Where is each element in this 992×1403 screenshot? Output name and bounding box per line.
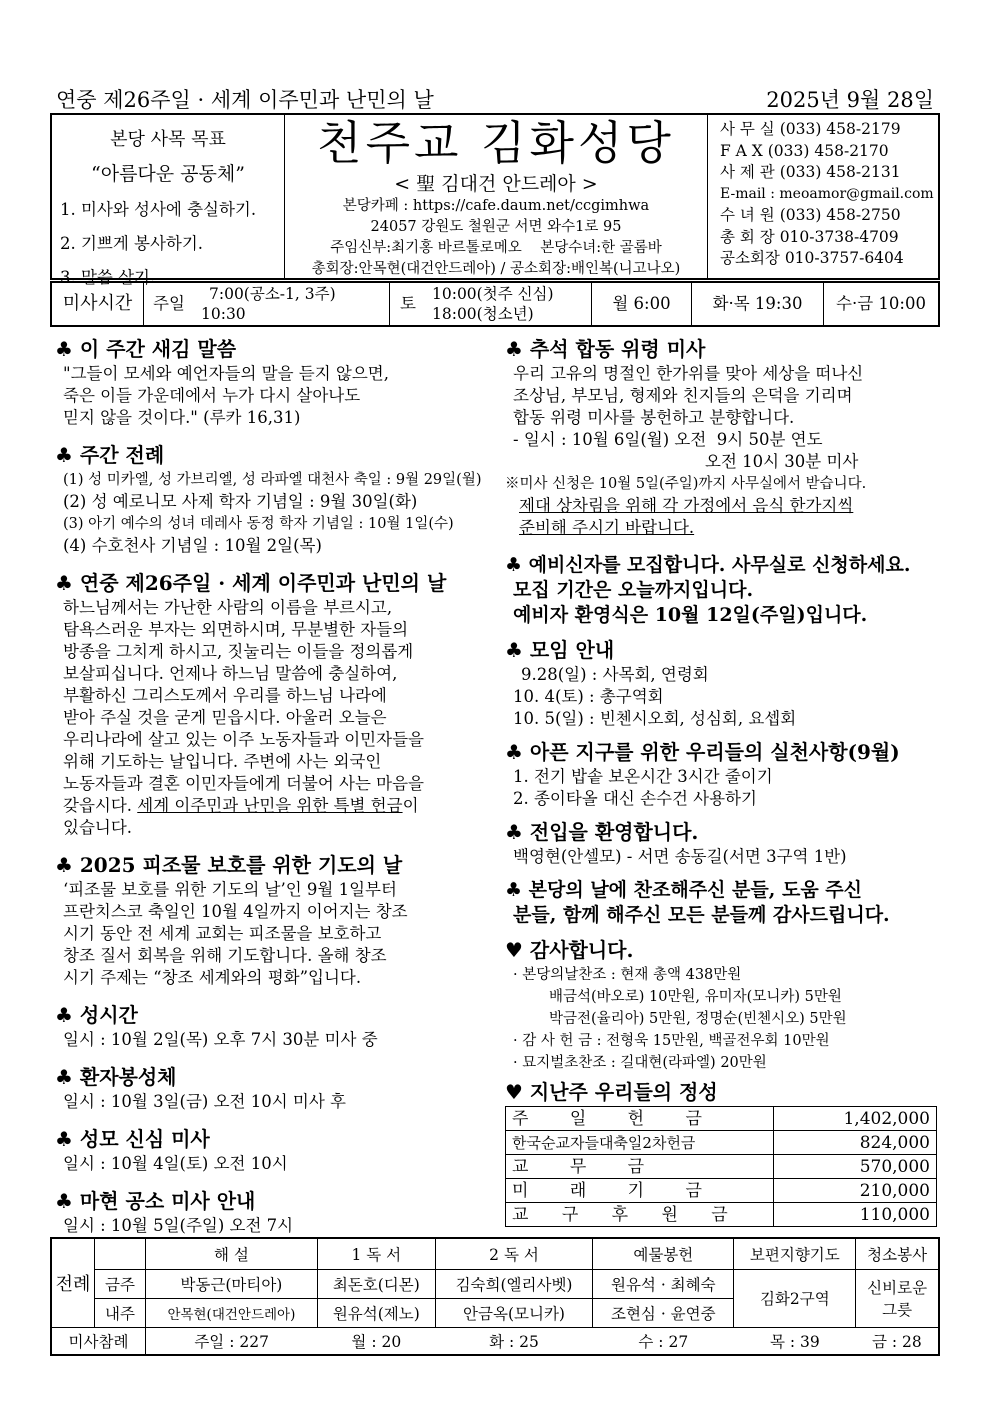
liturgy-item: (4) 수호천사 기념일 : 10월 2일(목)	[63, 536, 322, 555]
word-line: 죽은 이들 가운데에서 누가 다시 살아나도	[63, 386, 361, 405]
mahyeon-title: ♣ 마현 공소 미사 안내	[55, 1189, 256, 1213]
duty-side-label: 전례	[51, 1238, 95, 1327]
masthead	[50, 113, 940, 287]
sunday-line: 우리나라에 살고 있는 이주 노동자들과 이민자들을	[63, 730, 424, 749]
mary-time: 일시 : 10월 4일(토) 오전 10시	[63, 1154, 288, 1173]
sun-time-1: 7:00(공소-1, 3주)	[209, 285, 336, 303]
holyhour-title: ♣ 성시간	[55, 1003, 138, 1027]
contact-rectory: 사 제 관 (033) 458-2131	[720, 163, 901, 181]
word-line: 믿지 않을 것이다." (루카 16,31)	[63, 408, 301, 427]
offering-amount: 210,000	[774, 1179, 937, 1203]
chuseok-title: ♣ 추석 합동 위령 미사	[505, 337, 706, 361]
thanks-title: ♥ 감사합니다.	[505, 938, 634, 962]
parish-cafe: 본당카페 : https://cafe.daum.net/ccgimhwa	[342, 198, 650, 214]
sunday-line: 있습니다.	[63, 818, 133, 837]
welcome-line: 백영현(안셀모) - 서면 송동길(서면 3구역 1반)	[513, 847, 847, 866]
offering-amount: 824,000	[774, 1131, 937, 1155]
catechumen-line: 모집 기간은 오늘까지입니다.	[513, 579, 754, 601]
duty-header: 보편지향기도	[734, 1238, 856, 1269]
contact-fax: F A X (033) 458-2170	[720, 141, 889, 160]
goal-item: 2. 기쁘게 봉사하기.	[60, 234, 204, 253]
duty-cleaning	[856, 1269, 939, 1327]
offering-label: 교 구 후 원 금	[506, 1203, 774, 1227]
goals-title: 본당 사목 목표	[110, 129, 226, 150]
attendance-mon: 월 : 20	[351, 1332, 402, 1351]
cleaning-line: 신비로운	[867, 1279, 928, 1297]
duty-reading2: 안금옥(모니카)	[435, 1298, 592, 1327]
mass-sun-times	[194, 283, 390, 325]
mass-wed-fri: 수·금 10:00	[836, 294, 926, 313]
thanks-item: · 감 사 헌 금 : 전형욱 15만원, 백골전우회 10만원	[513, 1033, 830, 1049]
parish-clergy: 주임신부:최기홍 바르톨로메오 본당수녀:한 골롬바	[330, 240, 662, 256]
chuseok-notice: 준비해 주시기 바랍니다.	[519, 518, 695, 537]
attendance-fri: 금 : 28	[871, 1332, 922, 1351]
table-row	[506, 1131, 937, 1155]
duty-reading1: 원유석(제노)	[317, 1298, 435, 1327]
thanks-item: · 묘지벌초찬조 : 길대현(라파엘) 20만원	[513, 1055, 767, 1071]
duty-prayer: 김화2구역	[734, 1269, 856, 1327]
sunday-line	[55, 795, 495, 817]
liturgy-item: (3) 아기 예수의 성녀 데레사 동정 학자 기념일 : 10월 1일(수)	[63, 516, 454, 532]
sunday-line: 하느님께서는 가난한 사람의 이름을 부르시고,	[63, 598, 393, 617]
offering-amount: 1,402,000	[774, 1107, 937, 1131]
attendance-thu: 목 : 39	[769, 1332, 820, 1351]
earth-item: 2. 종이타올 대신 손수건 사용하기	[513, 789, 757, 808]
right-column	[505, 337, 940, 1227]
thanks-item: 박금전(율리아) 5만원, 정명순(빈첸시오) 5만원	[549, 1011, 847, 1027]
thanks-big: 분들, 함께 해주신 모든 분들께 감사드립니다.	[513, 904, 890, 926]
mary-title: ♣ 성모 신심 미사	[55, 1127, 210, 1151]
contact-office: 사 무 실 (033) 458-2179	[720, 120, 901, 138]
goal-item: 3. 말씀 살기.	[60, 268, 156, 287]
duty-commentary: 박동근(마티아)	[146, 1269, 318, 1298]
sunday-line: 탐욕스러운 부자는 외면하시며, 무분별한 자들의	[63, 620, 409, 639]
mass-sat-label: 토	[400, 294, 416, 313]
sunday-line: 방종을 그치게 하시고, 짓눌리는 이들을 정의롭게	[63, 642, 414, 661]
attendance-wed: 수 : 27	[638, 1332, 689, 1351]
attendance-label: 미사참례	[51, 1327, 146, 1355]
earth-title: ♣ 아픈 지구를 위한 우리들의 실천사항(9월)	[505, 740, 900, 764]
sunday-line: 노동자들과 결혼 이민자들에게 더불어 사는 마음을	[63, 774, 424, 793]
duty-header: 청소봉사	[856, 1238, 939, 1269]
duty-commentary: 안목현(대건안드레아)	[146, 1298, 318, 1327]
creation-line: ‘피조물 보호를 위한 기도의 날’인 9월 1일부터	[63, 880, 397, 899]
contact-mission: 공소회장 010-3757-6404	[720, 249, 904, 267]
table-row	[506, 1107, 937, 1131]
pastoral-goals	[52, 115, 285, 287]
catechumen-title: ♣ 예비신자를 모집합니다. 사무실로 신청하세요.	[505, 554, 911, 576]
sat-time-2: 18:00(청소년)	[432, 305, 534, 323]
sunday-text: 이	[402, 796, 419, 815]
creation-line: 시기 동안 전 세계 교회는 피조물을 보호하고	[63, 924, 382, 943]
mass-mon: 월 6:00	[592, 283, 692, 325]
mass-times	[50, 281, 940, 327]
liturgy-item: (1) 성 미카엘, 성 가브리엘, 성 라파엘 대천사 축일 : 9월 29일(월)	[63, 472, 482, 488]
attendance-tue: 화 : 25	[489, 1332, 539, 1351]
offering-label: 교 무 금	[506, 1155, 774, 1179]
welcome-title: ♣ 전입을 환영합니다.	[505, 820, 699, 844]
sunday-line: 보살피십니다. 언제나 하느님 말씀에 충실하여,	[63, 664, 398, 683]
word-title: ♣ 이 주간 새김 말씀	[55, 337, 237, 361]
parish-name: 천주교 김화성당	[317, 116, 675, 170]
creation-line: 프란치스코 축일인 10월 4일까지 이어지는 창조	[63, 902, 408, 921]
duty-week: 금주	[95, 1269, 146, 1298]
parish-leaders: 총회장:안목현(대건안드레아) / 공소회장:배인복(니고나오)	[311, 261, 681, 277]
sun-time-2: 10:30	[201, 305, 246, 323]
attendance-sun: 주일 : 227	[194, 1332, 269, 1351]
sat-time-1: 10:00(첫주 신심)	[432, 285, 554, 303]
offering-amount: 110,000	[774, 1203, 937, 1227]
table-row	[506, 1155, 937, 1179]
goals-motto: “아름다운 공동체”	[91, 163, 245, 185]
sunday-line: 부활하신 그리스도께서 우리를 하느님 나라에	[63, 686, 387, 705]
sunday-text: 갖읍시다.	[63, 796, 138, 815]
meeting-item: 10. 4(토) : 총구역회	[513, 687, 664, 706]
parish-patron: < 聖 김대건 안드레아 >	[394, 173, 598, 195]
mass-label: 미사시간	[52, 283, 144, 325]
table-row	[51, 1238, 939, 1269]
creation-line: 시기 주제는 “창조 세계와의 평화”입니다.	[63, 968, 362, 987]
mass-sun-label: 주일	[153, 294, 185, 313]
contacts	[708, 115, 950, 282]
parish-address: 24057 강원도 철원군 서면 와수1로 95	[370, 219, 622, 235]
chuseok-line: 합동 위령 미사를 봉헌하고 분향합니다.	[513, 408, 795, 427]
contact-convent: 수 녀 원 (033) 458-2750	[720, 206, 901, 224]
sick-title: ♣ 환자봉성체	[55, 1065, 177, 1089]
sunday-title: ♣ 연중 제26주일 · 세계 이주민과 난민의 날	[55, 571, 447, 595]
meeting-item: 10. 5(일) : 빈첸시오회, 성심회, 요셉회	[513, 709, 797, 728]
thanks-big: ♣ 본당의 날에 찬조해주신 분들, 도움 주신	[505, 879, 863, 901]
thanks-item: 배금석(바오로) 10만원, 유미자(모니카) 5만원	[549, 989, 842, 1005]
duty-header: 2 독 서	[435, 1238, 592, 1269]
word-line: "그들이 모세와 예언자들의 말을 듣지 않으면,	[63, 364, 389, 383]
chuseok-line: 조상님, 부모님, 형제와 친지들의 은덕을 기리며	[513, 386, 853, 405]
duty-table	[50, 1237, 940, 1356]
offering-table	[505, 1106, 937, 1227]
sick-time: 일시 : 10월 3일(금) 오전 10시 미사 후	[63, 1092, 346, 1111]
liturgy-item: (2) 성 예로니모 사제 학자 기념일 : 9월 30일(화)	[63, 492, 418, 511]
duty-gift: 조현심 · 윤연중	[593, 1298, 734, 1327]
chuseok-notice: 제대 상차림을 위해 각 가정에서 음식 한가지씩	[519, 496, 854, 515]
duty-week: 내주	[95, 1298, 146, 1327]
offering-amount: 570,000	[774, 1155, 937, 1179]
table-row	[506, 1203, 937, 1227]
sunday-line: 받아 주실 것을 굳게 믿읍시다. 아울러 오늘은	[63, 708, 387, 727]
cleaning-line: 그릇	[882, 1301, 913, 1319]
issue-date: 2025년 9월 28일	[766, 88, 934, 112]
creation-title: ♣ 2025 피조물 보호를 위한 기도의 날	[55, 853, 403, 877]
duty-header: 해 설	[146, 1238, 318, 1269]
offering-label: 주 일 헌 금	[506, 1107, 774, 1131]
mahyeon-time: 일시 : 10월 5일(주일) 오전 7시	[63, 1216, 294, 1235]
duty-reading1: 최돈호(디몬)	[317, 1269, 435, 1298]
contact-email: E-mail : meoamor@gmail.com	[720, 185, 934, 202]
special-collection: 세계 이주민과 난민을 위한 특별 헌금	[137, 796, 403, 815]
earth-item: 1. 전기 밥솥 보온시간 3시간 줄이기	[513, 767, 773, 786]
table-row	[506, 1179, 937, 1203]
offering-label: 미 래 기 금	[506, 1179, 774, 1203]
table-row	[51, 1269, 939, 1298]
duty-gift: 원유석 · 최혜숙	[593, 1269, 734, 1298]
offering-title: ♥ 지난주 우리들의 정성	[505, 1080, 718, 1104]
duty-reading2: 김숙희(엘리사벳)	[435, 1269, 592, 1298]
chuseok-note: ※미사 신청은 10월 5일(주일)까지 사무실에서 받습니다.	[505, 476, 867, 492]
parish-info	[285, 115, 708, 278]
goal-item: 1. 미사와 성사에 충실하기.	[60, 200, 257, 219]
sunday-line: 위해 기도하는 날입니다. 주변에 사는 외국인	[63, 752, 382, 771]
meeting-title: ♣ 모임 안내	[505, 638, 615, 662]
liturgy-title: ♣ 주간 전례	[55, 443, 165, 467]
mass-tue-thu: 화·목 19:30	[692, 283, 824, 325]
mass-sat-times	[426, 283, 592, 325]
chuseok-time: - 일시 : 10월 6일(월) 오전 9시 50분 연도	[513, 430, 823, 449]
meeting-item: 9.28(일) : 사목회, 연령회	[521, 665, 709, 684]
table-row	[51, 1327, 939, 1355]
duty-header: 1 독 서	[317, 1238, 435, 1269]
contact-president: 총 회 장 010-3738-4709	[720, 227, 899, 246]
offering-label: 한국순교자들대축일2차헌금	[506, 1131, 774, 1155]
chuseok-line: 우리 고유의 명절인 한가위를 맞아 세상을 떠나신	[513, 364, 864, 383]
catechumen-line: 예비자 환영식은 10월 12일(주일)입니다.	[513, 604, 868, 626]
creation-line: 창조 질서 회복을 위해 기도합니다. 올해 창조	[63, 946, 387, 965]
holyhour-time: 일시 : 10월 2일(목) 오후 7시 30분 미사 중	[63, 1030, 378, 1049]
thanks-item: · 본당의날찬조 : 현재 총액 438만원	[513, 967, 742, 983]
left-column	[55, 337, 495, 1237]
issue-title: 연중 제26주일 · 세계 이주민과 난민의 날	[56, 88, 434, 112]
duty-header: 예물봉헌	[593, 1238, 734, 1269]
chuseok-time: 오전 10시 30분 미사	[705, 452, 859, 471]
